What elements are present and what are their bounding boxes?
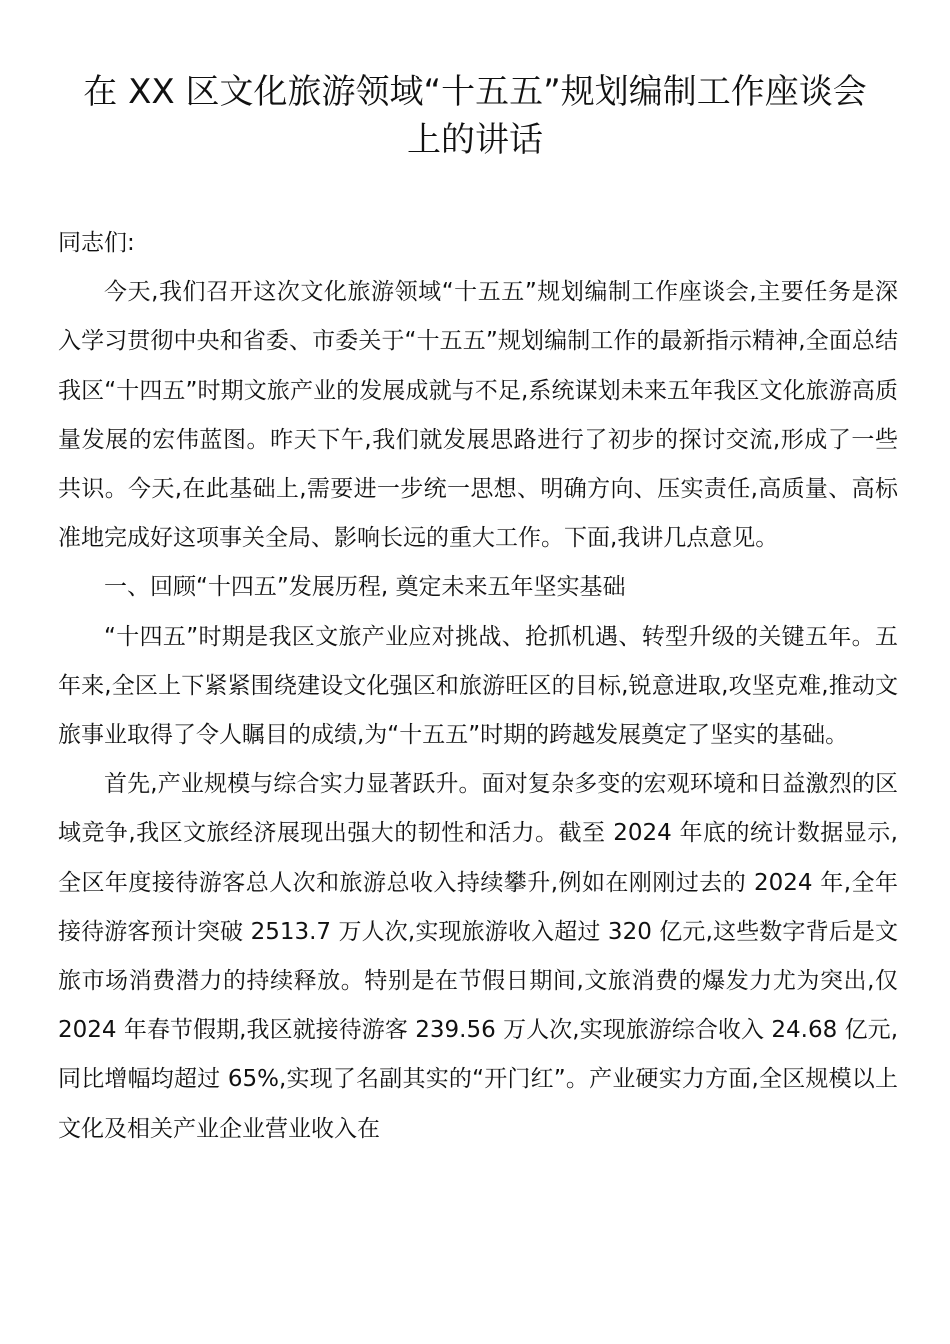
salutation: 同志们: <box>58 230 135 256</box>
document-body <box>58 219 898 1154</box>
paragraph-review: “十四五”时期是我区文旅产业应对挑战、抢抓机遇、转型升级的关键五年。五年来,全区上下紧紧围绕建设文化强区和旅游旺区的目标,锐意进取,攻坚克难,推动文旅事业取得了令人瞩目的成绩,为“十五五”时期的跨越发展奠定了坚实的基础。 <box>58 623 898 749</box>
paragraph-industry-scale: 首先,产业规模与综合实力显著跃升。面对复杂多变的宏观环境和日益激烈的区域竞争,我区文旅经济展现出强大的韧性和活力。截至 2024 年底的统计数据显示,全区年度接待游客总人次和旅游总收入持续攀升,例如在刚刚过去的 2024 年,全年接待游客预计突破 2513.7 万人次,实现旅游收入超过 320 亿元,这些数字背后是文旅市场消费潜力的持续释放。特别是在节假日期间,文旅消费的爆发力尤为突出,仅 2024 年春节假期,我区就接待游客 239.56 万人次,实现旅游综合收入 24.68 亿元,同比增幅均超过 65%,实现了名副其实的“开门红”。产业硬实力方面,全区规模以上文化及相关产业企业营业收入在 <box>58 771 898 1142</box>
section-heading-1: 一、回顾“十四五”发展历程, 奠定未来五年坚实基础 <box>104 574 626 601</box>
paragraph-intro: 今天,我们召开这次文化旅游领域“十五五”规划编制工作座谈会,主要任务是深入学习贯彻中央和省委、市委关于“十五五”规划编制工作的最新指示精神,全面总结我区“十四五”时期文旅产业的发展成就与不足,系统谋划未来五年我区文化旅游高质量发展的宏伟蓝图。昨天下午,我们就发展思路进行了初步的探讨交流,形成了一些共识。今天,在此基础上,需要进一步统一思想、明确方向、压实责任,高质量、高标准地完成好这项事关全局、影响长远的重大工作。下面,我讲几点意见。 <box>58 279 898 552</box>
document-title-line-1: 在 XX 区文化旅游领域“十五五”规划编制工作座谈会 <box>83 72 867 112</box>
document-title-line-2: 上的讲话 <box>407 120 543 160</box>
